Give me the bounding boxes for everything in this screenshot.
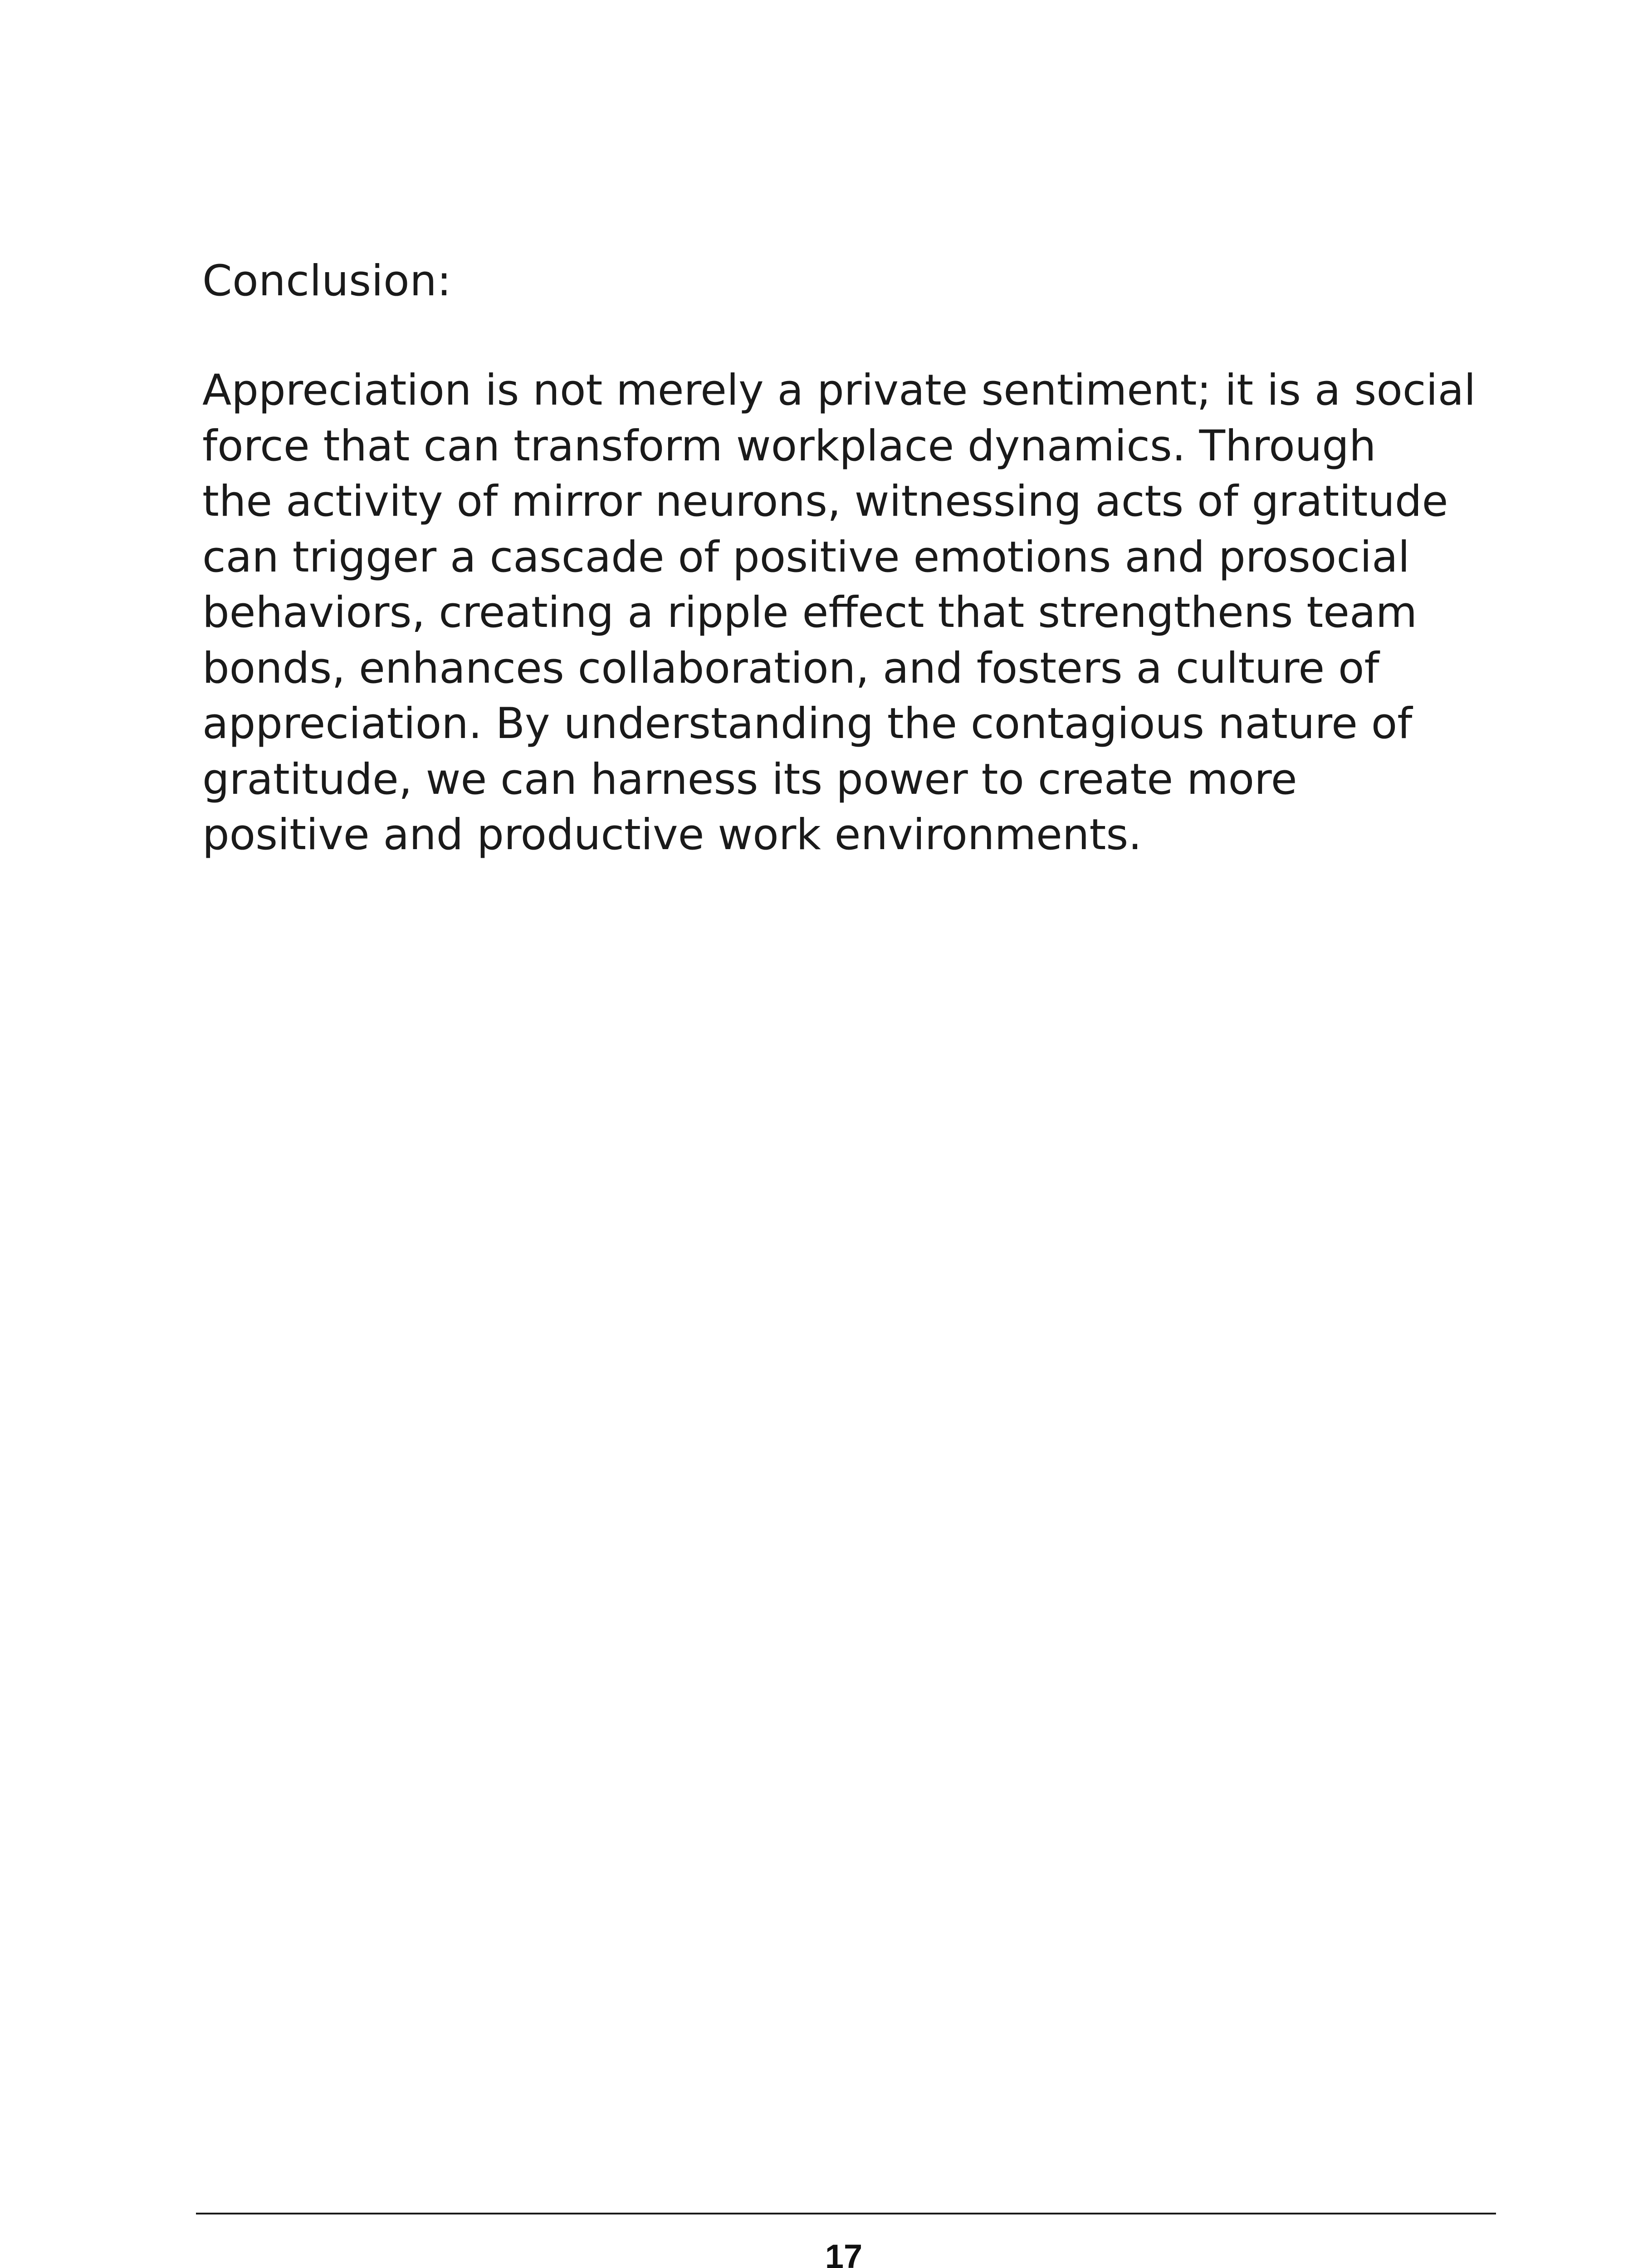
- paragraph-line: force that can transform workplace dynamics. Through: [202, 421, 1376, 471]
- body-paragraph: [202, 363, 1527, 863]
- paragraph-line: positive and productive work environments.: [202, 810, 1142, 860]
- page-content: [202, 254, 1527, 863]
- paragraph-line: bonds, enhances collaboration, and fosters a culture of: [202, 643, 1379, 693]
- paragraph-line: the activity of mirror neurons, witnessing acts of gratitude: [202, 477, 1448, 526]
- paragraph-line: behaviors, creating a ripple effect that strengthens team: [202, 588, 1418, 637]
- paragraph-line: gratitude, we can harness its power to create more: [202, 754, 1297, 804]
- section-heading: Conclusion:: [202, 256, 452, 306]
- paragraph-line: Appreciation is not merely a private sentiment; it is a social: [202, 366, 1476, 415]
- paragraph-line: can trigger a cascade of positive emotions and prosocial: [202, 532, 1410, 582]
- footer-divider: [196, 2213, 1496, 2214]
- paragraph-line: appreciation. By understanding the contagious nature of: [202, 699, 1413, 748]
- page-number: 17: [825, 2238, 863, 2268]
